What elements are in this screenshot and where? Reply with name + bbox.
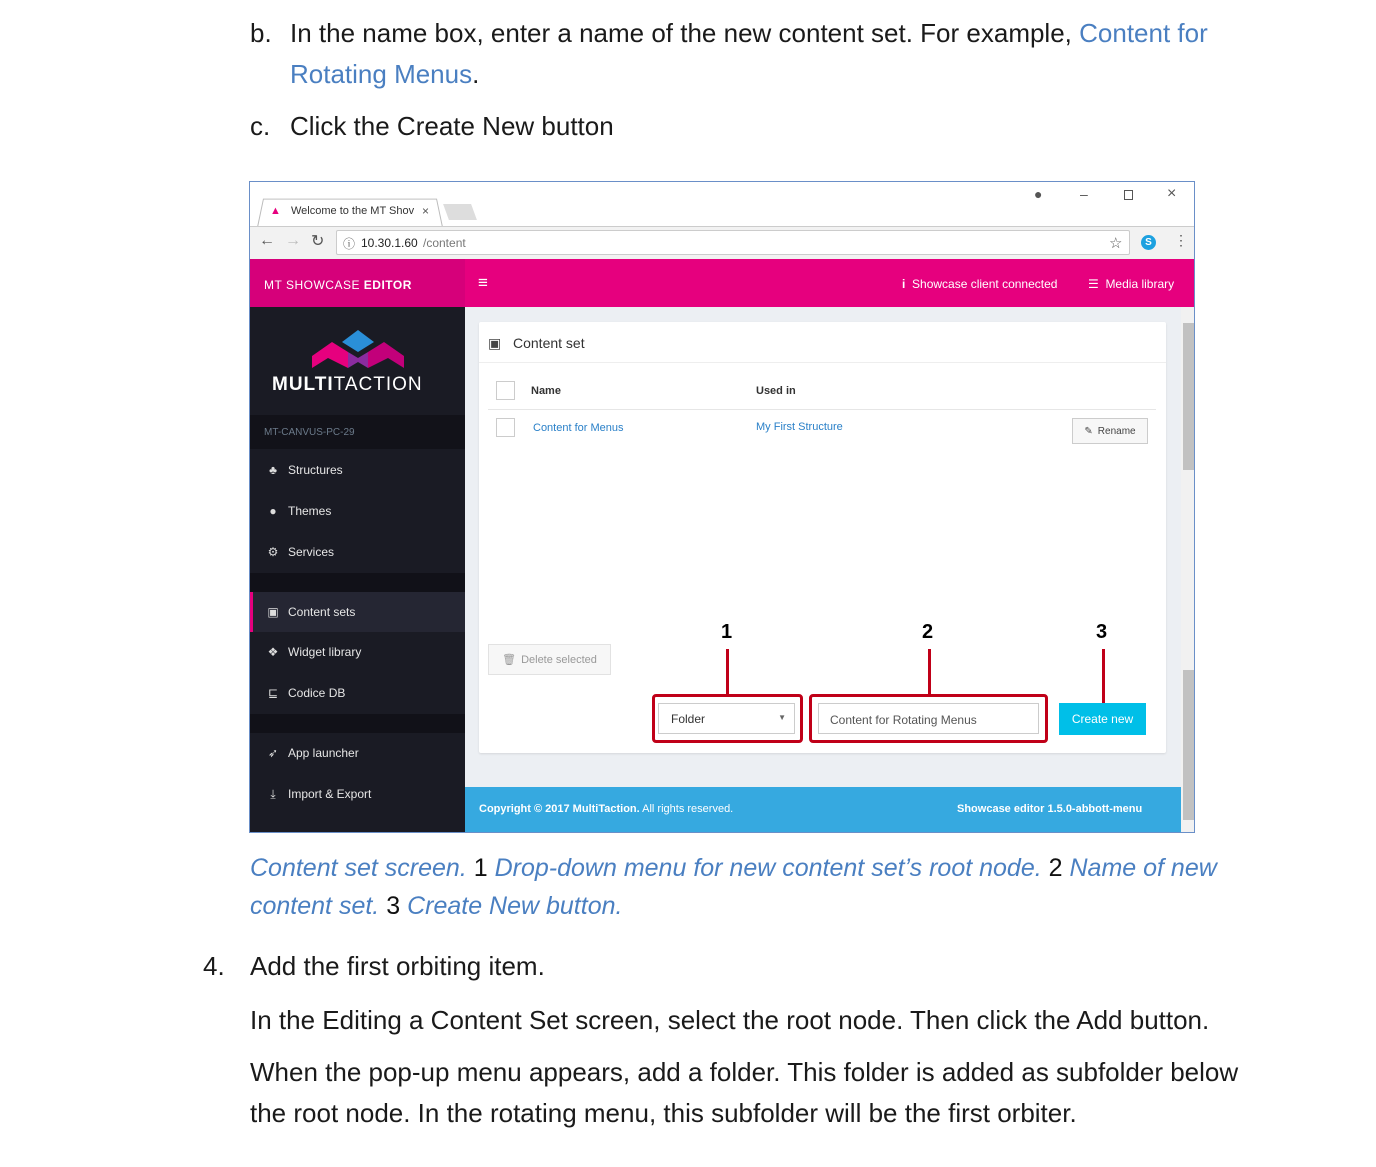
step-4-text: Add the first orbiting item. [250,951,545,981]
example-name-2: Rotating Menus [290,59,473,89]
create-new-button[interactable]: Create new [1059,703,1146,735]
callout-box-1 [652,694,803,743]
rename-button[interactable] [1072,418,1148,444]
download-icon: ⤓ [270,786,276,801]
structure-link[interactable]: My First Structure [756,421,843,433]
pencil-icon: ✎ [1084,425,1093,437]
caption-part-2: Drop-down menu for new content set’s root node. [494,854,1042,882]
status-text: Showcase client connected [912,277,1058,291]
status-indicator [902,277,1057,291]
url-input[interactable] [336,230,1130,255]
reload-icon[interactable]: ↻ [311,233,325,250]
star-icon[interactable]: ☆ [1109,235,1123,252]
callout-line-1 [726,649,729,695]
info-icon: ⓘ [343,237,356,251]
card-title: Content set [513,335,585,351]
step-b-marker: b. [250,18,272,48]
copyright [479,803,733,815]
scrollbar-thumb-lower [1183,670,1194,820]
sidebar-item-codice-db[interactable] [250,673,465,713]
new-tab-button[interactable] [443,204,477,220]
rocket-icon: ➶ [267,746,279,760]
sidebar-item-label: Structures [288,463,343,477]
sidebar-item-services[interactable] [250,532,465,572]
delete-label: Delete selected [521,653,597,666]
select-value: Folder [671,712,706,726]
example-name-1: Content for [1079,18,1208,48]
close-icon[interactable]: × [1167,185,1177,202]
sidebar-item-themes[interactable] [250,491,465,531]
step-4-marker: 4. [203,951,225,981]
step-c-text: Click the Create New button [290,111,614,141]
database-icon: ☰ [1088,277,1099,291]
sidebar-item-import-export[interactable] [250,774,465,814]
step-b-text [290,20,1208,46]
callout-line-2 [928,649,931,695]
paragraph-1: In the Editing a Content Set screen, select the root node. Then click the Add button. [250,1005,1210,1035]
info-icon: i [902,277,906,291]
tab-favicon-icon: ▲ [270,205,281,217]
maximize-icon[interactable] [1124,190,1133,200]
image-icon: ▣ [488,335,502,351]
tab-title[interactable]: Welcome to the MT Shov [291,205,415,217]
copyright-bold: Copyright © 2017 MultiTaction. [479,803,640,815]
content-set-name-link[interactable]: Content for Menus [533,422,624,434]
delete-selected-button[interactable] [488,644,611,675]
step-b-body: In the name box, enter a name of the new content set. For example, [290,18,1080,48]
logo-light: TACTION [333,374,423,395]
menu-icon[interactable]: ⋮ [1174,232,1188,248]
copyright-rest: All rights reserved. [639,803,734,815]
rename-label: Rename [1097,425,1136,437]
chevron-down-icon: ▼ [778,713,786,722]
media-library-label: Media library [1105,277,1175,291]
back-icon[interactable]: ← [259,232,275,249]
multitaction-logo-icon [312,328,404,370]
callout-number-2: 2 [922,621,934,643]
column-header-name[interactable]: Name [531,385,561,397]
logo-bold: MULTI [272,374,334,395]
callout-box-2 [809,694,1048,743]
sitemap-icon: ♣ [269,463,277,477]
scrollbar-thumb[interactable] [1183,323,1194,470]
palette-icon: ● [269,504,277,518]
url-host: 10.30.1.60 [361,236,418,250]
caption-part-3b: content set. [250,892,380,920]
sidebar-item-widget-library[interactable] [250,632,465,672]
version-label: Showcase editor 1.5.0-abbott-menu [957,803,1143,815]
sidebar-item-structures[interactable] [250,450,465,490]
paragraph-2-line-2: the root node. In the rotating menu, this subfolder will be the first orbiter. [250,1098,1077,1128]
account-icon[interactable]: ● [1034,186,1043,202]
caption-part-1: Content set screen. [250,854,467,882]
hamburger-icon[interactable]: ≡ [478,273,488,292]
callout-number-3: 3 [1096,621,1108,643]
figure-caption-line-2 [250,892,622,921]
caption-part-3a: Name of new [1069,854,1217,882]
callout-line-3 [1102,649,1105,703]
caption-part-4: Create New button. [407,892,623,920]
brand-pre: MT SHOWCASE [264,278,364,292]
cubes-icon: ❖ [267,645,279,659]
sidebar-item-label: Widget library [288,645,362,659]
caption-number-3: 3 [386,892,401,920]
figure-caption-line-1 [250,854,1217,883]
gears-icon: ⚙ [267,545,279,559]
sidebar-item-label: Services [288,545,335,559]
select-all-checkbox[interactable] [496,381,515,400]
screenshot-figure [249,181,1195,833]
content-set-card [479,322,1166,753]
sidebar-divider [250,573,465,592]
minimize-icon[interactable]: – [1080,186,1088,202]
scrollbar[interactable] [1181,307,1195,833]
caption-number-1: 1 [473,854,488,882]
sidebar-item-label: Content sets [288,605,356,619]
brand-bold: EDITOR [363,278,412,292]
image-icon: ▣ [267,605,279,619]
sidebar-item-label: Import & Export [288,787,372,801]
media-library-link[interactable] [1088,277,1174,291]
period: . [472,59,480,89]
tab-close-icon[interactable]: × [422,204,430,218]
brand[interactable] [264,278,412,292]
codice-icon: ⊑ [267,686,279,700]
column-header-used-in[interactable]: Used in [756,385,796,397]
divider [488,409,1156,410]
step-c-marker: c. [250,111,271,141]
url-path: /content [423,236,466,250]
skype-icon[interactable]: S [1141,235,1156,250]
sidebar-item-label: Themes [288,504,332,518]
sidebar-item-label: App launcher [288,746,359,760]
step-b-text-2 [290,61,479,87]
device-name: MT-CANVUS-PC-29 [264,427,355,438]
caption-number-2: 2 [1048,854,1063,882]
sidebar-item-content-sets[interactable] [250,592,465,632]
sidebar-item-app-launcher[interactable] [250,733,465,773]
sidebar-item-label: Codice DB [288,686,346,700]
logo-text [272,374,423,396]
trash-icon: 🗑 [502,654,517,666]
row-checkbox[interactable] [496,418,515,437]
paragraph-2-line-1: When the pop-up menu appears, add a folder. This folder is added as subfolder below [250,1057,1239,1087]
content-set-name-input[interactable]: Content for Rotating Menus [818,703,1039,734]
divider [479,362,1166,363]
forward-icon[interactable]: → [285,232,301,249]
sidebar-divider [250,714,465,733]
callout-number-1: 1 [721,621,733,643]
